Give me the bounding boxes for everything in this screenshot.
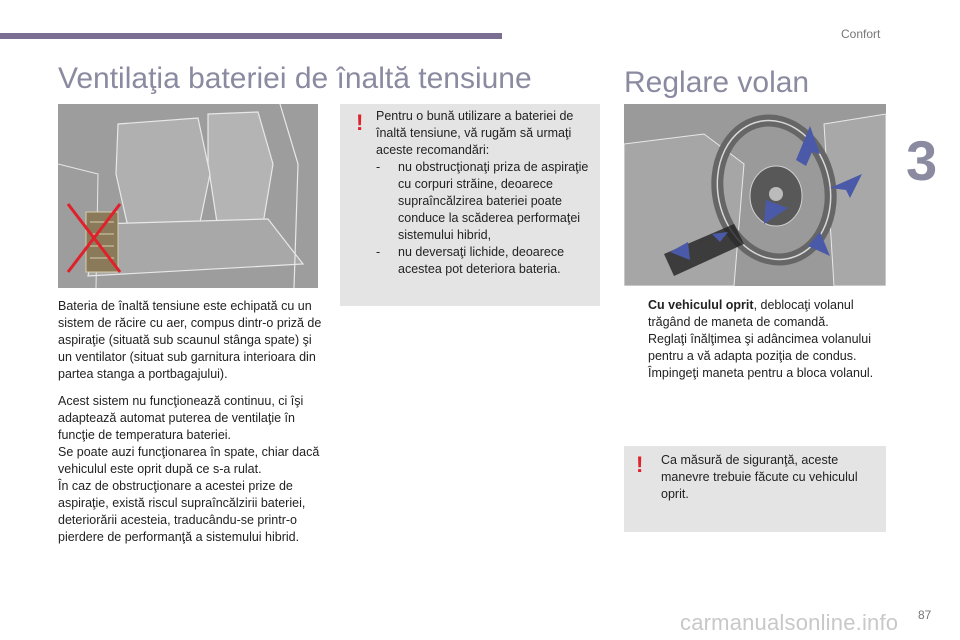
step-1 [624, 297, 886, 331]
dash-marker: - [376, 160, 381, 174]
safety-warning-box [624, 446, 886, 532]
page-number: 87 [918, 608, 932, 622]
battery-warning-box [340, 104, 600, 306]
ventilation-details [58, 393, 324, 546]
step-3-text: Împingeţi maneta pentru a bloca volanul. [648, 366, 874, 380]
dash-marker: - [376, 245, 381, 259]
section-name: Confort [841, 27, 881, 41]
battery-warning-text [376, 108, 592, 278]
ventilation-description: Bateria de înaltă tensiune este echipată cu un sistem de răcire cu aer, compus dintr-o priză de aspiraţie (situată sub scaunul stânga spate) şi un ventilator (situat sub garnitura interioara din partea stanga a portbagajului). [58, 299, 322, 381]
step-2 [624, 331, 886, 365]
step-2-text: Reglaţi înălţimea şi adâncimea volanului pentru a vă adapta poziţia de condus. [648, 332, 872, 363]
warning-item-text: nu obstrucţionaţi priza de aspiraţie cu corpuri străine, deoarece supraîncălzirea bateriei poate conduce la scăderea performaţei sistemului hibrid, [398, 160, 589, 242]
steering-wheel-illustration [624, 104, 886, 286]
step-1-bold: Cu vehiculul oprit [648, 298, 754, 312]
warning-intro: Pentru o bună utilizare a bateriei de înaltă tensiune, vă rugăm să urmaţi aceste recomandări: [376, 109, 574, 157]
safety-warning-text: Ca măsură de siguranţă, aceste manevre trebuie făcute cu vehiculul oprit. [661, 453, 858, 501]
battery-ventilation-title: Ventilaţia bateriei de înaltă tensiune [58, 62, 532, 95]
warning-item-1 [376, 159, 592, 244]
steering-adjustment-title: Reglare volan [624, 66, 810, 99]
detail-line-2: Se poate auzi funcţionarea în spate, chiar dacă vehiculul este oprit după ce s-a rulat. [58, 445, 320, 476]
step-3 [624, 365, 886, 382]
watermark: carmanualsonline.info [680, 610, 899, 635]
warning-item-2 [376, 244, 592, 278]
step-1-text: , deblocaţi volanul trăgând de maneta de comandă. [648, 298, 854, 329]
detail-line-3: În caz de obstrucţionare a acestei prize de aspiraţie, există riscul supraîncălzirii bateriei, deteriorării acesteia, traducându-se printr-o pierdere de performanţă a sistemului hibrid. [58, 479, 306, 544]
detail-line-1: Acest sistem nu funcţionează continuu, ci îşi adaptează automat puterea de ventilaţie în funcţie de temperatura bateriei. [58, 394, 304, 442]
warning-icon: ! [356, 110, 364, 135]
warning-item-text: nu deversaţi lichide, deoarece acestea pot deteriora bateria. [398, 245, 565, 276]
steering-steps [624, 297, 886, 382]
header-accent-bar [0, 33, 502, 39]
warning-icon: ! [636, 452, 644, 477]
chapter-number: 3 [906, 129, 938, 192]
rear-seat-illustration [58, 104, 318, 288]
